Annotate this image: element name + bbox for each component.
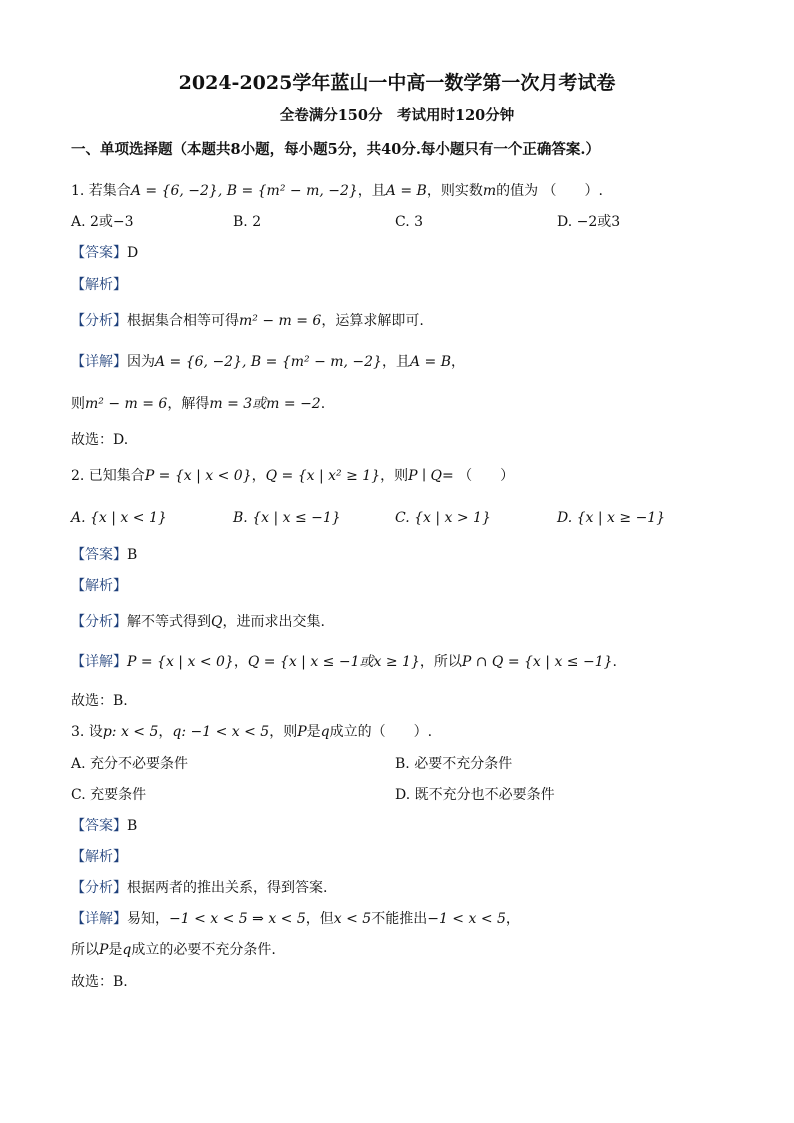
q3-option-a: A. 充分不必要条件 (71, 756, 189, 772)
detail-text: ， (505, 911, 520, 927)
select-value: B. (113, 974, 128, 990)
analysis-expr: m² − m = 6 (239, 313, 322, 329)
q1-text: ，则实数 (426, 183, 483, 199)
q1-set-a: A = {6, −2} (130, 183, 218, 199)
detail-text: 因为 (127, 354, 155, 370)
detail-text: 易知， (127, 911, 169, 927)
answer-value: B (127, 818, 138, 834)
q3-analysis (71, 880, 327, 897)
q1-set-b: , B = {m² − m, −2} (217, 183, 358, 199)
q2-set-q: Q = {x | x² ≥ 1} (265, 468, 381, 484)
detail-expr: m = 3或m = −2 (209, 396, 321, 412)
detail-text: . (612, 654, 617, 670)
q3-option-b: B. 必要不充分条件 (395, 756, 513, 772)
analysis-expr: Q (211, 614, 223, 630)
q3-p: p: x < 5 (102, 724, 159, 740)
q2-select (71, 693, 128, 710)
q3-option-c: C. 充要条件 (71, 787, 147, 803)
answer-value: B (127, 547, 138, 563)
q2-stem (71, 468, 514, 485)
q3-text: 是 (306, 724, 321, 740)
detail-expr: x < 5 (333, 911, 372, 927)
q3-answer (71, 818, 137, 835)
q1-var: m (482, 183, 497, 199)
q1-jiexi (71, 277, 127, 294)
q2-set-p: P = {x | x < 0} (144, 468, 252, 484)
detail-expr: −1 < x < 5 ⇒ x < 5 (169, 911, 306, 927)
q3-var: q (320, 724, 330, 740)
q2-option-a: A. {x | x < 1} (71, 510, 167, 526)
q2-operation: P ∣ Q (408, 468, 442, 484)
detail-expr: q (122, 942, 132, 958)
detail-expr: m² − m = 6 (85, 396, 168, 412)
detail-expr: P = {x | x < 0} (127, 654, 234, 670)
q3-detail (71, 911, 520, 928)
detail-text: ， (233, 654, 248, 670)
answer-label: 【答案】 (71, 547, 127, 563)
q3-text: 成立的（ ）. (329, 724, 433, 740)
fenxi-label: 【分析】 (71, 614, 127, 630)
detail-expr: P (99, 942, 109, 958)
analysis-text: 根据两者的推出关系，得到答案. (127, 880, 328, 896)
q1-analysis (71, 313, 424, 330)
q1-condition: A = B (385, 183, 427, 199)
q2-detail (71, 654, 617, 671)
analysis-text: ，运算求解即可. (321, 313, 424, 329)
q2-text: ，则 (380, 468, 409, 484)
q1-stem (71, 183, 603, 200)
q1-detail (71, 354, 465, 371)
detail-text: 成立的必要不充分条件. (131, 942, 276, 958)
q2-analysis (71, 614, 325, 631)
q2-option-b: B. {x | x ≤ −1} (233, 510, 341, 526)
detail-expr: −1 < x < 5 (427, 911, 506, 927)
q2-jiexi (71, 578, 127, 595)
q2-option-c: C. {x | x > 1} (395, 510, 491, 526)
analysis-text: 根据集合相等可得 (127, 313, 239, 329)
q1-text: ，且 (357, 183, 386, 199)
detail-text: 所以 (71, 942, 99, 958)
analysis-text: ，进而求出交集. (222, 614, 325, 630)
q1-answer (71, 245, 138, 262)
detail-text: 不能推出 (371, 911, 428, 927)
q2-number: 2. 已知集合 (71, 468, 145, 484)
q3-text: ，则 (269, 724, 298, 740)
q1-option-c: C. 3 (395, 214, 424, 230)
q1-option-b: B. 2 (233, 214, 262, 230)
q3-stem (71, 724, 432, 741)
fenxi-label: 【分析】 (71, 313, 127, 329)
xiangjie-label: 【详解】 (71, 911, 127, 927)
q1-option-d: D. −2或3 (557, 214, 621, 230)
jiexi-label: 【解析】 (71, 578, 127, 594)
q3-jiexi (71, 849, 127, 866)
answer-label: 【答案】 (71, 818, 127, 834)
exam-subtitle: 全卷满分150分 考试用时120分钟 (279, 107, 515, 124)
detail-expr: Q = {x | x ≤ −1或x ≥ 1} (247, 654, 420, 670)
xiangjie-label: 【详解】 (71, 654, 127, 670)
detail-text: . (320, 396, 326, 412)
q3-q: q: −1 < x < 5 (172, 724, 270, 740)
detail-expr: A = B (409, 354, 451, 370)
q2-text: = （ ） (441, 468, 515, 484)
select-label: 故选： (71, 974, 113, 990)
answer-value: D (127, 245, 139, 261)
detail-text: 则 (71, 396, 85, 412)
q3-text: ， (158, 724, 173, 740)
q1-text: 的值为 （ ）. (496, 183, 604, 199)
q2-answer (71, 547, 137, 564)
q3-var: P (297, 724, 307, 740)
detail-text: ，但 (305, 911, 334, 927)
answer-label: 【答案】 (71, 245, 127, 261)
detail-text: ，所以 (419, 654, 462, 670)
q1-select (71, 432, 128, 449)
q1-option-a: A. 2或−3 (71, 214, 134, 230)
select-label: 故选： (71, 432, 113, 448)
q2-text: ， (251, 468, 266, 484)
q3-select (71, 974, 128, 991)
q3-option-d: D. 既不充分也不必要条件 (395, 787, 555, 803)
analysis-text: 解不等式得到 (127, 614, 211, 630)
q3-detail-2 (71, 942, 276, 959)
detail-text: 是 (108, 942, 123, 958)
jiexi-label: 【解析】 (71, 277, 127, 293)
detail-text: ， (451, 354, 465, 370)
detail-text: ，且 (381, 354, 410, 370)
select-label: 故选： (71, 693, 113, 709)
xiangjie-label: 【详解】 (71, 354, 127, 370)
jiexi-label: 【解析】 (71, 849, 127, 865)
select-value: D. (113, 432, 129, 448)
section-heading: 一、单项选择题（本题共8小题，每小题5分，共40分.每小题只有一个正确答案.） (71, 141, 600, 158)
q1-detail-2 (71, 396, 325, 413)
detail-expr: P ∩ Q = {x | x ≤ −1} (461, 654, 613, 670)
page-title: 2024-2025学年蓝山一中高一数学第一次月考试卷 (178, 72, 616, 94)
q3-number: 3. 设 (71, 724, 103, 740)
detail-expr: A = {6, −2}, B = {m² − m, −2} (155, 354, 382, 370)
detail-text: ，解得 (167, 396, 210, 412)
select-value: B. (113, 693, 128, 709)
fenxi-label: 【分析】 (71, 880, 127, 896)
q2-option-d: D. {x | x ≥ −1} (557, 510, 666, 526)
q1-number: 1. 若集合 (71, 183, 131, 199)
